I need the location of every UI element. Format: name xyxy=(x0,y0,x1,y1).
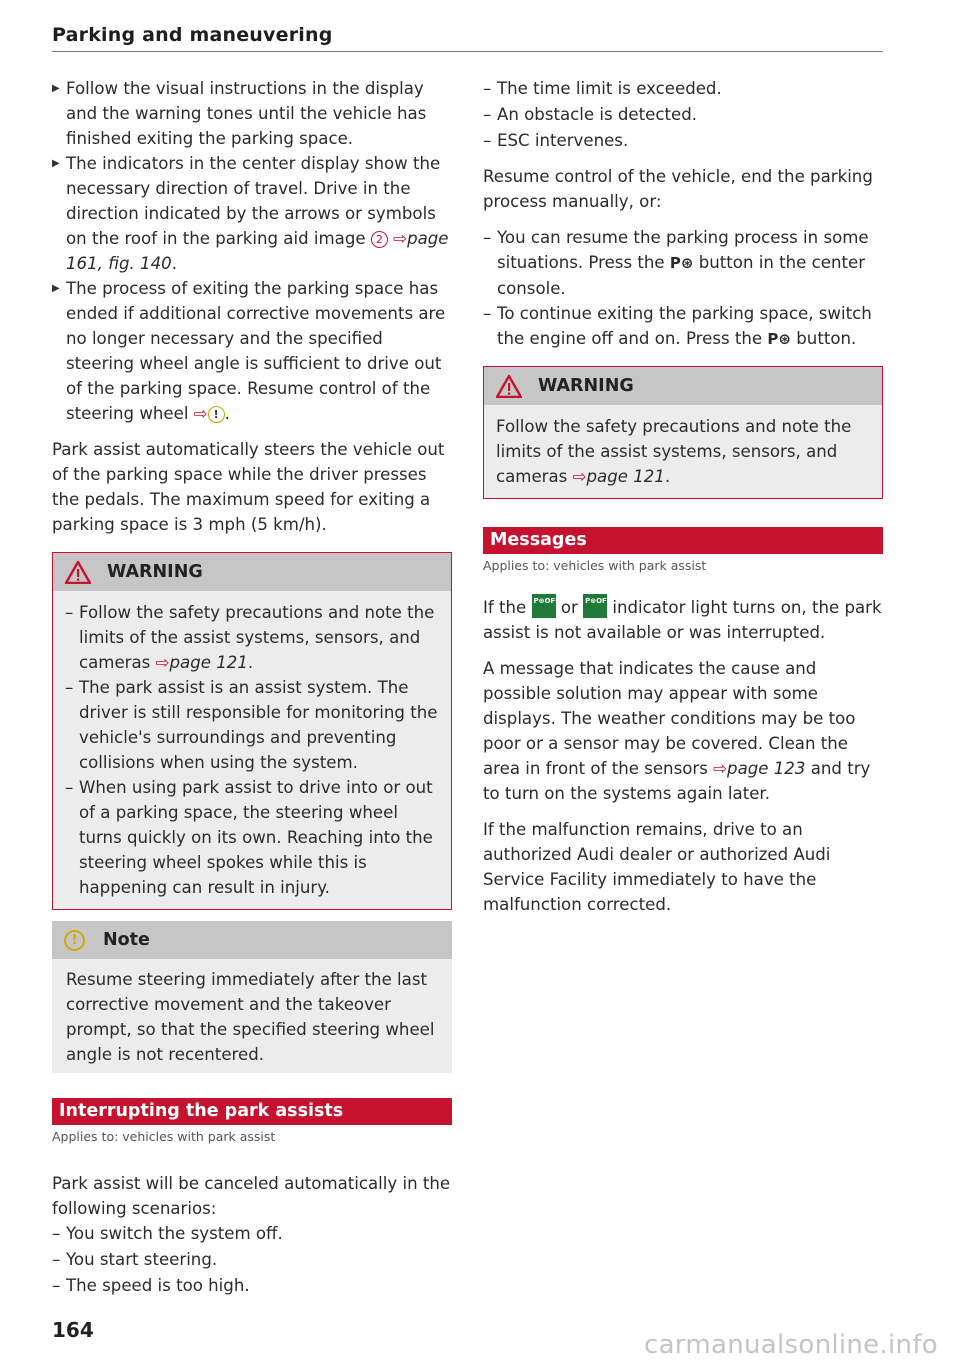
malfunction-paragraph: If the malfunction remains, drive to an authorized Audi dealer or authorized Audi Service Facility immediately to have the malfunction corrected. xyxy=(483,820,831,914)
header-rule xyxy=(52,51,883,52)
page-reference-link[interactable]: page 161, fig. 140 xyxy=(66,229,449,273)
cancel-item: – An obstacle is detected. xyxy=(483,102,883,127)
note-title: Note xyxy=(103,929,150,950)
page-number: 164 xyxy=(52,1318,94,1342)
applies-to-text: Applies to: vehicles with park assist xyxy=(483,558,707,573)
warning-title: WARNING xyxy=(538,375,634,396)
park-assist-button-icon: P⊛ xyxy=(767,330,791,348)
circled-number-icon: 2 xyxy=(371,231,388,248)
park-assist-off-icon: P⊛OFF xyxy=(583,594,607,618)
park-assist-button-icon: P⊛ xyxy=(669,254,694,272)
warning-triangle-icon xyxy=(65,560,91,584)
note-box xyxy=(52,921,452,1073)
cancel-intro: Park assist will be canceled automatically in the following scenarios: xyxy=(52,1174,451,1218)
page-reference-link[interactable]: page 121 xyxy=(169,653,248,672)
cross-reference-arrow-icon: ⇨ xyxy=(572,467,587,486)
resume-paragraph: Resume control of the vehicle, end the parking process manually, or: xyxy=(483,167,873,211)
note-reference-icon[interactable]: ! xyxy=(208,406,225,423)
resume-item-1: – You can resume the parking process in some situations. Press the P⊛ button in the center console. xyxy=(483,225,883,301)
cross-reference-arrow-icon: ⇨ xyxy=(713,759,728,778)
note-exclamation-icon: ! xyxy=(64,930,85,951)
warning-body xyxy=(53,591,451,909)
warning-item-2: – The park assist is an assist system. The driver is still responsible for monitoring the vehicle's surroundings and preventing collisions when using the system. xyxy=(65,675,439,775)
cross-reference-arrow-icon: ⇨ xyxy=(393,229,408,248)
warning-header xyxy=(484,367,882,405)
indicator-paragraph: If the P⊛OFF or P⊛OFF indicator light turns on, the park assist is not available or was interrupted. xyxy=(483,594,883,645)
exit-speed-paragraph: Park assist automatically steers the vehicle out of the parking space while the driver presses the pedals. The maximum speed for exiting a parking space is 3 mph (5 km/h). xyxy=(52,440,445,534)
page-header-title: Parking and maneuvering xyxy=(52,24,333,46)
warning-box xyxy=(52,552,452,910)
cancel-item: – You start steering. xyxy=(52,1247,452,1272)
resume-item-2: – To continue exiting the parking space, switch the engine off and on. Press the P⊛ button. xyxy=(483,301,883,352)
warning-item-1: – Follow the safety precautions and note the limits of the assist systems, sensors, and cameras ⇨page 121. xyxy=(65,600,439,675)
cancel-item: – You switch the system off. xyxy=(52,1221,452,1246)
instruction-bullet-2: ▶ The indicators in the center display show the necessary direction of travel. Drive in the direction indicated by the arrows or symbols on the roof in the parking aid image 2 ⇨page 161, fig. 140. xyxy=(52,151,452,276)
warning-title: WARNING xyxy=(107,561,203,582)
cancel-item: – ESC intervenes. xyxy=(483,128,883,153)
park-assist-off-icon: P⊛OFF xyxy=(532,594,556,618)
warning-header xyxy=(53,553,451,591)
warning-text: Follow the safety precautions and note the limits of the assist systems, sensors, and cameras ⇨page 121. xyxy=(496,417,852,486)
applies-to-text: Applies to: vehicles with park assist xyxy=(52,1129,276,1144)
instruction-bullet-1: ▶ Follow the visual instructions in the display and the warning tones until the vehicle has finished exiting the parking space. xyxy=(52,76,452,151)
page-reference-link[interactable]: page 121 xyxy=(586,467,665,486)
message-paragraph: A message that indicates the cause and possible solution may appear with some displays. The weather conditions may be too poor or a sensor may be covered. Clean the area in front of the sensors ⇨page 123 and try to turn on the systems again later. xyxy=(483,659,871,803)
cross-reference-arrow-icon: ⇨ xyxy=(155,653,170,672)
warning-triangle-icon xyxy=(496,374,522,398)
warning-item-3: – When using park assist to drive into or out of a parking space, the steering wheel turns quickly on its own. Reaching into the steering wheel spokes while this is happening can result in injury. xyxy=(65,775,439,900)
bullet-3-text: The process of exiting the parking space has ended if additional corrective movements are no longer necessary and the specified steering wheel angle is sufficient to drive out of the parking space. Resume control of the steering wheel xyxy=(66,279,446,423)
page-reference-link[interactable]: page 123 xyxy=(727,759,806,778)
section-heading-messages: Messages xyxy=(483,527,883,554)
note-header xyxy=(52,921,452,959)
right-column xyxy=(483,76,883,928)
note-body: Resume steering immediately after the last corrective movement and the takeover prompt, so that the specified steering wheel angle is not recentered. xyxy=(66,970,435,1064)
cancel-item: – The speed is too high. xyxy=(52,1273,452,1298)
cross-reference-arrow-icon: ⇨ xyxy=(193,404,208,423)
left-column xyxy=(52,76,452,1298)
watermark: carmanualsonline.info xyxy=(643,1330,938,1360)
bullet-2-text: The indicators in the center display show the necessary direction of travel. Drive in the direction indicated by the arrows or symbols on the roof in the parking aid image xyxy=(66,154,441,248)
warning-box xyxy=(483,366,883,499)
cancel-item: – The time limit is exceeded. xyxy=(483,76,883,101)
warning-body xyxy=(484,405,882,498)
instruction-bullet-3: ▶ The process of exiting the parking space has ended if additional corrective movements are no longer necessary and the specified steering wheel angle is sufficient to drive out of the parking space. Resume control of the steering wheel ⇨ ! . xyxy=(52,276,452,426)
section-heading-interrupting: Interrupting the park assists xyxy=(52,1098,452,1125)
